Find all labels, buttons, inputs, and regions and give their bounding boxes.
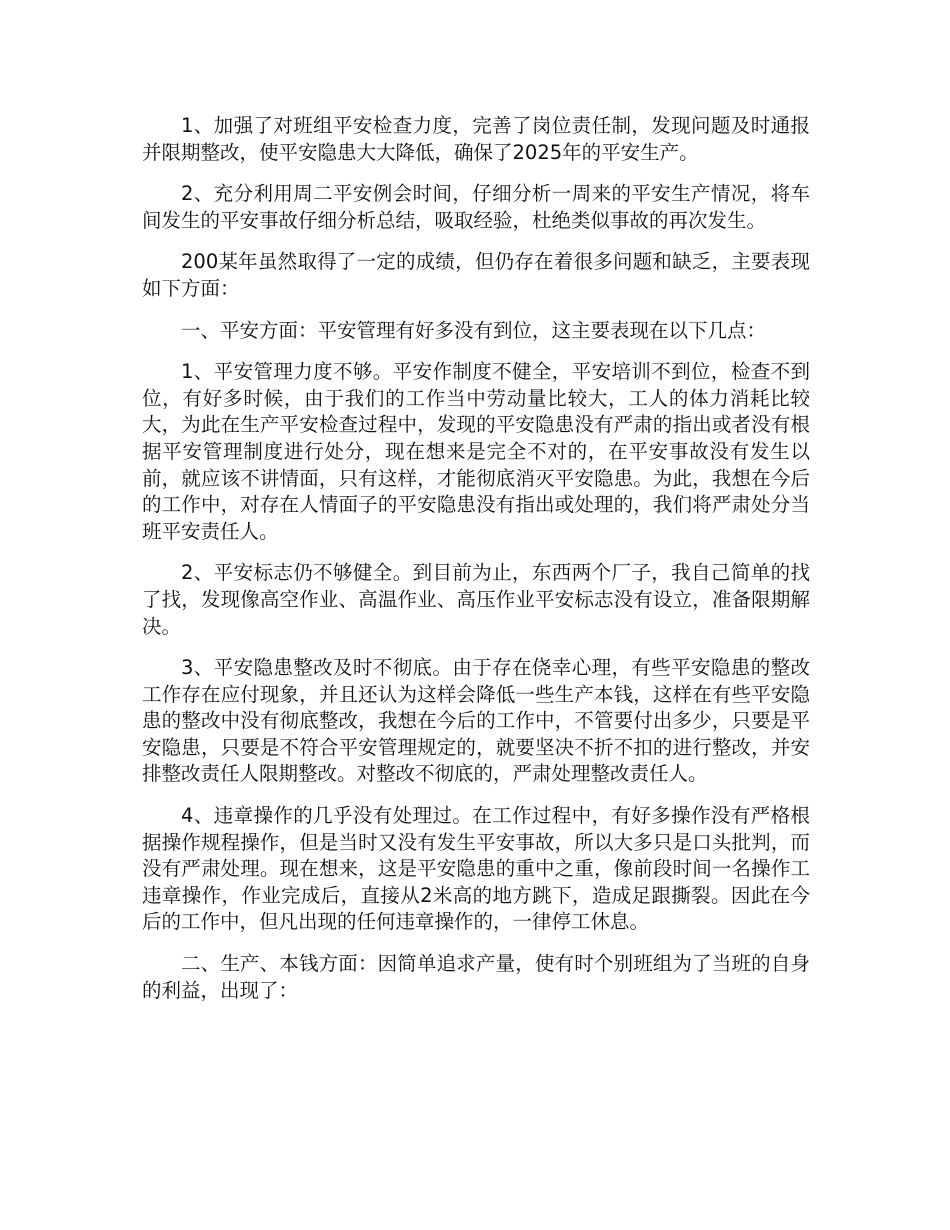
paragraph-6: 2、平安标志仍不够健全。到目前为止，东西两个厂子，我自己简单的找了找，发现像高空作业、高温作业、高压作业平安标志没有设立，准备限期解决。 [142,561,810,638]
document-body [142,113,810,1019]
paragraph-9: 二、生产、本钱方面：因简单追求产量，使有时个别班组为了当班的自身的利益，出现了： [142,952,810,1002]
paragraph-8: 4、违章操作的几乎没有处理过。在工作过程中，有好多操作没有严格根据操作规程操作，但是当时又没有发生平安事故，所以大多只是口头批判，而没有严肃处理。现在想来，这是平安隐患的重中之重，像前段时间一名操作工违章操作，作业完成后，直接从2米高的地方跳下，造成足跟撕裂。因此在今后的工作中，但凡出现的任何违章操作的，一律停工休息。 [142,804,810,934]
paragraph-2: 2、充分利用周二平安例会时间，仔细分析一周来的平安生产情况，将车间发生的平安事故仔细分析总结，吸取经验，杜绝类似事故的再次发生。 [142,182,810,232]
paragraph-1: 1、加强了对班组平安检查力度，完善了岗位责任制，发现问题及时通报并限期整改，使平安隐患大大降低，确保了2025年的平安生产。 [142,114,810,164]
paragraph-3: 200某年虽然取得了一定的成绩，但仍存在着很多问题和缺乏，主要表现如下方面： [142,250,810,300]
paragraph-7: 3、平安隐患整改及时不彻底。由于存在侥幸心理，有些平安隐患的整改工作存在应付现象，并且还认为这样会降低一些生产本钱，这样在有些平安隐患的整改中没有彻底整改，我想在今后的工作中，不管要付出多少，只要是平安隐患，只要是不符合平安管理规定的，就要坚决不折不扣的进行整改，并安排整改责任人限期整改。对整改不彻底的，严肃处理整改责任人。 [142,656,810,786]
paragraph-4: 一、平安方面：平安管理有好多没有到位，这主要表现在以下几点： [181,318,767,342]
paragraph-5: 1、平安管理力度不够。平安作制度不健全，平安培训不到位，检查不到位，有好多时候，由于我们的工作当中劳动量比较大，工人的体力消耗比较大，为此在生产平安检查过程中，发现的平安隐患没有严肃的指出或者没有根据平安管理制度进行处分，现在想来是完全不对的，在平安事故没有发生以前，就应该不讲情面，只有这样，才能彻底消灭平安隐患。为此，我想在今后的工作中，对存在人情面子的平安隐患没有指出或处理的，我们将严肃处分当班平安责任人。 [142,360,810,543]
